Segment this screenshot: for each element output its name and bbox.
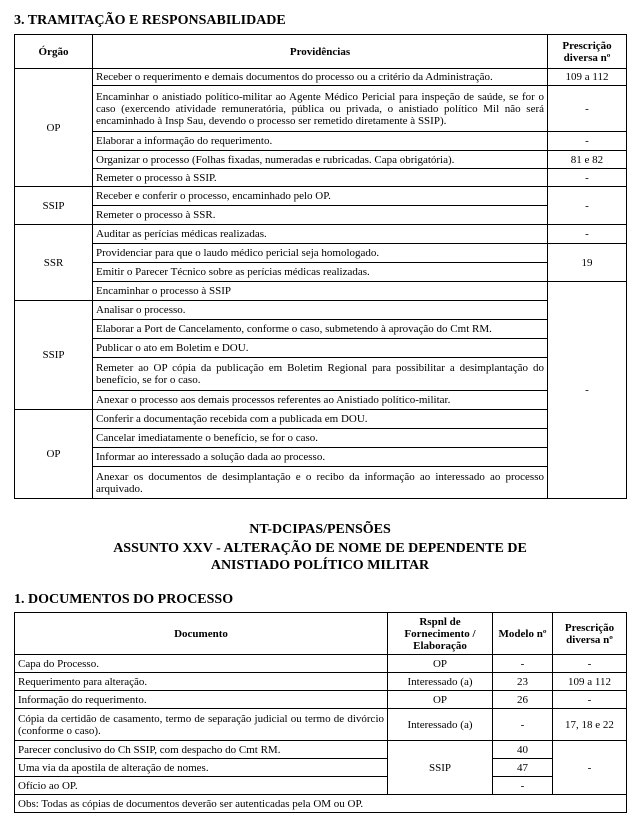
prescricao-cell: 17, 18 e 22 xyxy=(553,709,627,741)
modelo-cell: 23 xyxy=(493,673,553,691)
prescricao-cell: - xyxy=(548,225,627,244)
rspnl-cell: SSIP xyxy=(388,741,493,795)
table-row xyxy=(15,759,627,777)
prescricao-cell: - xyxy=(548,187,627,225)
header-modelo: Modelo nº xyxy=(493,613,553,655)
providencia-cell: Elaborar a informação do requerimento. xyxy=(93,132,548,151)
section-1-title: 1. DOCUMENTOS DO PROCESSO xyxy=(14,592,234,607)
modelo-cell: 47 xyxy=(493,759,553,777)
table-row xyxy=(15,709,627,741)
table-row xyxy=(15,263,627,282)
prescricao-cell: - xyxy=(553,655,627,673)
header-prescricao: Prescrição diversa nº xyxy=(553,613,627,655)
table-header-row xyxy=(15,35,627,69)
prescricao-cell: - xyxy=(553,741,627,795)
assunto-title-line2: ANISTIADO POLÍTICO MILITAR xyxy=(210,558,430,573)
table-row xyxy=(15,206,627,225)
providencia-cell: Receber e conferir o processo, encaminhado pelo OP. xyxy=(93,187,548,206)
table-row xyxy=(15,358,627,391)
prescricao-cell: 109 a 112 xyxy=(553,673,627,691)
providencia-cell: Anexar os documentos de desimplantação e o recibo da informação ao interessado ao processo arquivado. xyxy=(93,467,548,499)
table-row xyxy=(15,467,627,499)
table-row xyxy=(15,410,627,429)
providencia-cell: Elaborar a Port de Cancelamento, conforme o caso, submetendo à aprovação do Cmt RM. xyxy=(93,320,548,339)
prescricao-cell: - xyxy=(548,282,627,499)
table-row xyxy=(15,320,627,339)
providencia-cell: Encaminhar o anistiado político-militar ao Agente Médico Pericial para inspeção de saúde, se for o caso (exercendo atividade remuneratória, pública ou privada, o anistiado político Mil não será encaminhado à Insp Sau, devendo o processo ser remetido diretamente à SSIP). xyxy=(93,86,548,132)
table-row xyxy=(15,301,627,320)
documento-cell: Informação do requerimento. xyxy=(15,691,388,709)
obs-row xyxy=(15,795,627,813)
providencia-cell: Receber o requerimento e demais documentos do processo ou a critério da Administração. xyxy=(93,69,548,86)
prescricao-cell: - xyxy=(548,86,627,132)
table-row xyxy=(15,169,627,187)
tramitacao-table xyxy=(14,34,627,499)
providencia-cell: Informar ao interessado a solução dada ao processo. xyxy=(93,448,548,467)
prescricao-cell: 109 a 112 xyxy=(548,69,627,86)
table-row xyxy=(15,691,627,709)
orgao-cell: SSR xyxy=(15,225,93,301)
table-row xyxy=(15,673,627,691)
modelo-cell: - xyxy=(493,655,553,673)
table-row xyxy=(15,339,627,358)
documento-cell: Parecer conclusivo do Ch SSIP, com despacho do Cmt RM. xyxy=(15,741,388,759)
documento-cell: Uma via da apostila de alteração de nomes. xyxy=(15,759,388,777)
prescricao-cell: 19 xyxy=(548,244,627,282)
providencia-cell: Organizar o processo (Folhas fixadas, numeradas e rubricadas. Capa obrigatória). xyxy=(93,151,548,169)
documento-cell: Cópia da certidão de casamento, termo de separação judicial ou termo de divórcio (conforme o caso). xyxy=(15,709,388,741)
prescricao-cell: - xyxy=(553,691,627,709)
modelo-cell: 40 xyxy=(493,741,553,759)
table-row xyxy=(15,448,627,467)
providencia-cell: Emitir o Parecer Técnico sobre as perícias médicas realizadas. xyxy=(93,263,548,282)
providencia-cell: Publicar o ato em Boletim e DOU. xyxy=(93,339,548,358)
table-row xyxy=(15,282,627,301)
rspnl-cell: OP xyxy=(388,655,493,673)
providencia-cell: Anexar o processo aos demais processos referentes ao Anistiado político-militar. xyxy=(93,391,548,410)
table-row xyxy=(15,741,627,759)
table-row xyxy=(15,69,627,86)
rspnl-cell: OP xyxy=(388,691,493,709)
providencia-cell: Analisar o processo. xyxy=(93,301,548,320)
section-3-title: 3. TRAMITAÇÃO E RESPONSABILIDADE xyxy=(14,13,286,28)
providencia-cell: Remeter ao OP cópia da publicação em Boletim Regional para possibilitar a desimplantação do benefício, se for o caso. xyxy=(93,358,548,391)
nt-title: NT-DCIPAS/PENSÕES xyxy=(249,522,391,537)
modelo-cell: 26 xyxy=(493,691,553,709)
table-row xyxy=(15,655,627,673)
providencia-cell: Conferir a documentação recebida com a publicada em DOU. xyxy=(93,410,548,429)
orgao-cell: SSIP xyxy=(15,301,93,410)
orgao-cell: SSIP xyxy=(15,187,93,225)
table-row xyxy=(15,151,627,169)
header-documento: Documento xyxy=(15,613,388,655)
providencia-cell: Encaminhar o processo à SSIP xyxy=(93,282,548,301)
prescricao-cell: - xyxy=(548,169,627,187)
table-row xyxy=(15,244,627,263)
table-row xyxy=(15,777,627,795)
header-prescricao: Prescrição diversa nº xyxy=(548,35,627,69)
obs-cell: Obs: Todas as cópias de documentos deverão ser autenticadas pela OM ou OP. xyxy=(15,795,627,813)
providencia-cell: Remeter o processo à SSR. xyxy=(93,206,548,225)
modelo-cell: - xyxy=(493,709,553,741)
table-row xyxy=(15,86,627,132)
table-row xyxy=(15,225,627,244)
providencia-cell: Remeter o processo à SSIP. xyxy=(93,169,548,187)
assunto-title-line1: ASSUNTO XXV - ALTERAÇÃO DE NOME DE DEPENDENTE DE xyxy=(113,541,527,556)
modelo-cell: - xyxy=(493,777,553,795)
prescricao-cell: 81 e 82 xyxy=(548,151,627,169)
table-row xyxy=(15,429,627,448)
documento-cell: Ofício ao OP. xyxy=(15,777,388,795)
header-providencias: Providências xyxy=(93,35,548,69)
prescricao-cell: - xyxy=(548,132,627,151)
header-rspnl: Rspnl de Fornecimento / Elaboração xyxy=(388,613,493,655)
table-header-row xyxy=(15,613,627,655)
documentos-table xyxy=(14,612,627,813)
orgao-cell: OP xyxy=(15,410,93,499)
orgao-cell: OP xyxy=(15,69,93,187)
providencia-cell: Cancelar imediatamente o benefício, se for o caso. xyxy=(93,429,548,448)
table-row xyxy=(15,391,627,410)
table-row xyxy=(15,187,627,206)
header-orgao: Órgão xyxy=(15,35,93,69)
providencia-cell: Providenciar para que o laudo médico pericial seja homologado. xyxy=(93,244,548,263)
documento-cell: Capa do Processo. xyxy=(15,655,388,673)
providencia-cell: Auditar as perícias médicas realizadas. xyxy=(93,225,548,244)
rspnl-cell: Interessado (a) xyxy=(388,673,493,691)
documento-cell: Requerimento para alteração. xyxy=(15,673,388,691)
table-row xyxy=(15,132,627,151)
rspnl-cell: Interessado (a) xyxy=(388,709,493,741)
